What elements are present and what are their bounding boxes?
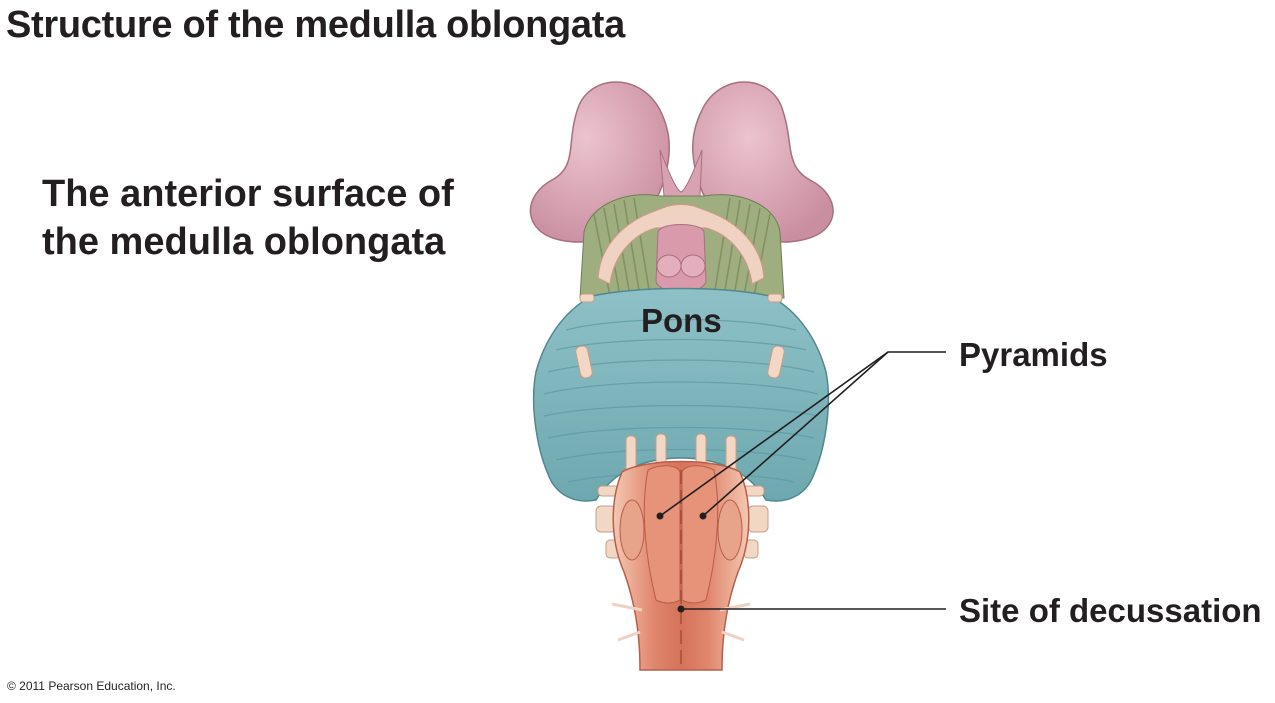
copyright-notice: © 2011 Pearson Education, Inc. (7, 679, 176, 693)
decussation-pointer-dot (678, 606, 685, 613)
pyramid-pointer-dot-right (700, 513, 707, 520)
label-site-of-decussation: Site of decussation (959, 592, 1262, 629)
pyramid-pointer-dot-left (657, 513, 664, 520)
subtitle-line-1: The anterior surface of (42, 173, 454, 215)
page-title: Structure of the medulla oblongata (6, 4, 625, 46)
left-olive (620, 500, 644, 560)
label-pons: Pons (641, 302, 722, 339)
label-pyramids: Pyramids (959, 336, 1108, 373)
right-olive (718, 500, 742, 560)
subtitle-line-2: the medulla oblongata (42, 221, 446, 263)
